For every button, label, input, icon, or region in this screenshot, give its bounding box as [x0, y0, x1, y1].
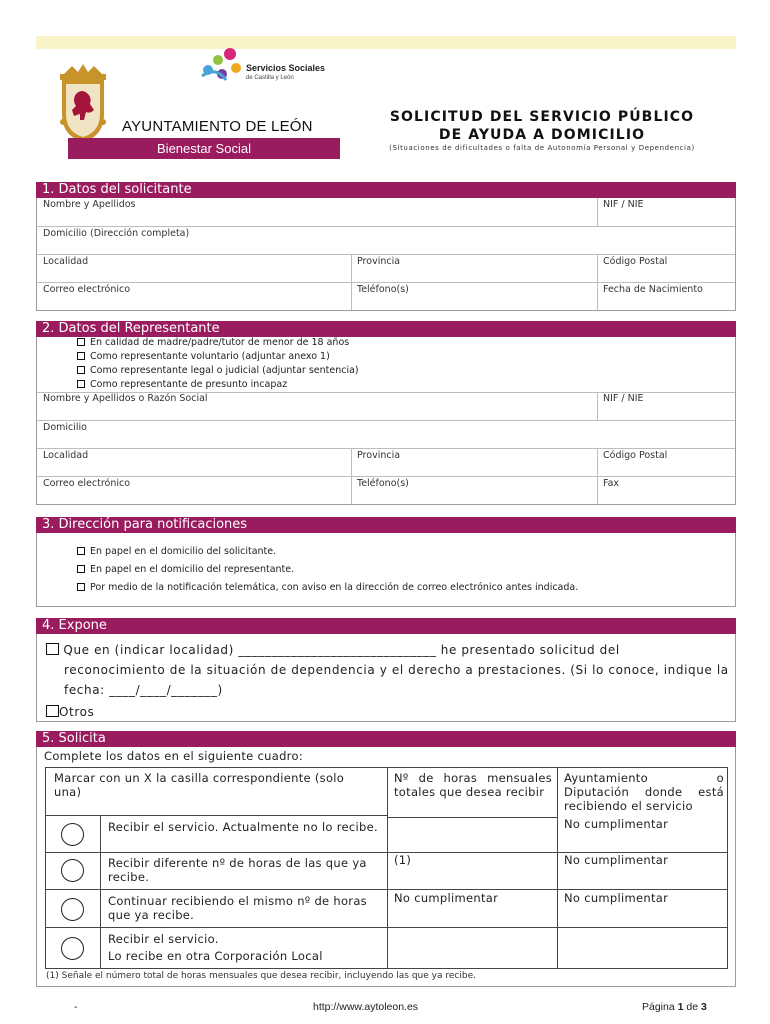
- applicant-name-field[interactable]: Nombre y Apellidos: [43, 199, 136, 210]
- brand-subtitle: de Castilla y León: [246, 75, 294, 81]
- row4-radio[interactable]: [61, 937, 84, 960]
- rep-email-field[interactable]: Correo electrónico: [43, 478, 131, 489]
- applicant-phone-field[interactable]: Teléfono(s): [357, 284, 409, 295]
- expone-line2: reconocimiento de la situación de dependencia y el derecho a prestaciones. (Si lo conoce, indique la: [64, 663, 729, 677]
- notify-option-representative[interactable]: En papel en el domicilio del representante.: [77, 564, 294, 575]
- rep-nif-field[interactable]: NIF / NIE: [603, 393, 644, 404]
- form-title-line1: SOLICITUD DEL SERVICIO PÚBLICO: [389, 109, 695, 125]
- row1-ayto: No cumplimentar: [564, 817, 669, 831]
- expone-line1: Que en (indicar localidad) ______________________________ he presentado solicitud del: [46, 643, 728, 657]
- rep-province-field[interactable]: Provincia: [357, 450, 401, 461]
- rep-name-field[interactable]: Nombre y Apellidos o Razón Social: [43, 393, 208, 404]
- row2-ayto: No cumplimentar: [564, 853, 669, 867]
- footer-url[interactable]: http://www.aytoleon.es: [313, 1001, 419, 1013]
- rep-option-legal[interactable]: Como representante legal o judicial (adjuntar sentencia): [77, 365, 359, 376]
- page-indicator: Página 1 de 3: [642, 1001, 707, 1013]
- applicant-birthdate-field[interactable]: Fecha de Nacimiento: [603, 284, 703, 295]
- solicita-intro: Complete los datos en el siguiente cuadro:: [44, 749, 303, 763]
- applicant-locality-field[interactable]: Localidad: [43, 256, 89, 267]
- rep-postcode-field[interactable]: Código Postal: [603, 450, 668, 461]
- row3-label: Continuar recibiendo el mismo nº de horas que ya recibe.: [108, 894, 367, 922]
- row2-radio[interactable]: [61, 859, 84, 882]
- expone-otros: Otros: [46, 705, 94, 719]
- rep-phone-field[interactable]: Teléfono(s): [357, 478, 409, 489]
- form-subtitle: (Situaciones de dificultades o falta de Autonomía Personal y Dependencia): [389, 144, 695, 152]
- row3-radio[interactable]: [61, 898, 84, 921]
- applicant-email-field[interactable]: Correo electrónico: [43, 284, 131, 295]
- notify-option-telematic[interactable]: Por medio de la notificación telemática, con aviso en la dirección de correo electrónico antes indicada.: [77, 582, 578, 593]
- rep-option-incapaz[interactable]: Como representante de presunto incapaz: [77, 379, 287, 390]
- section-1-header: 1. Datos del solicitante: [36, 182, 736, 198]
- footer-dash: -: [74, 1001, 78, 1013]
- row3-ayto: No cumplimentar: [564, 891, 669, 905]
- row3-hours: No cumplimentar: [394, 891, 499, 905]
- row1-radio[interactable]: [61, 823, 84, 846]
- col-header-mark: Marcar con un X la casilla correspondiente (solo una): [54, 771, 345, 799]
- applicant-province-field[interactable]: Provincia: [357, 256, 401, 267]
- department-band: Bienestar Social: [68, 138, 340, 159]
- applicant-nif-field[interactable]: NIF / NIE: [603, 199, 644, 210]
- rep-address-field[interactable]: Domicilio: [43, 422, 87, 433]
- ayuntamiento-name: AYUNTAMIENTO DE LEÓN: [122, 118, 313, 135]
- section-5-header: 5. Solicita: [36, 731, 736, 747]
- section-4-header: 4. Expone: [36, 618, 736, 634]
- row4-label: Recibir el servicio.: [108, 932, 219, 946]
- brand-title: Servicios Sociales: [246, 63, 326, 73]
- row4-label2: Lo recibe en otra Corporación Local: [108, 949, 323, 963]
- section-2-header: 2. Datos del Representante: [36, 321, 736, 337]
- form-title-line2: DE AYUDA A DOMICILIO: [438, 127, 646, 143]
- rep-locality-field[interactable]: Localidad: [43, 450, 89, 461]
- row2-hours: (1): [394, 853, 412, 867]
- applicant-address-field[interactable]: Domicilio (Dirección completa): [43, 228, 190, 239]
- col-header-hours: Nº de horas mensuales totales que desea recibir: [394, 771, 552, 799]
- section-3-header: 3. Dirección para notificaciones: [36, 517, 736, 533]
- notify-option-applicant[interactable]: En papel en el domicilio del solicitante.: [77, 546, 276, 557]
- col-header-ayto: Ayuntamiento o Diputación donde está recibiendo el servicio: [564, 771, 724, 813]
- expone-line3: fecha: ____/____/_______): [64, 683, 223, 697]
- table-footnote: (1) Señale el número total de horas mensuales que desea recibir, incluyendo las que ya recibe.: [46, 971, 476, 981]
- applicant-postcode-field[interactable]: Código Postal: [603, 256, 668, 267]
- row1-label: Recibir el servicio. Actualmente no lo recibe.: [108, 820, 378, 834]
- rep-fax-field[interactable]: Fax: [603, 478, 620, 489]
- rep-option-parent[interactable]: En calidad de madre/padre/tutor de menor de 18 años: [77, 337, 349, 348]
- rep-option-voluntary[interactable]: Como representante voluntario (adjuntar anexo 1): [77, 351, 330, 362]
- row2-label: Recibir diferente nº de horas de las que ya recibe.: [108, 856, 367, 884]
